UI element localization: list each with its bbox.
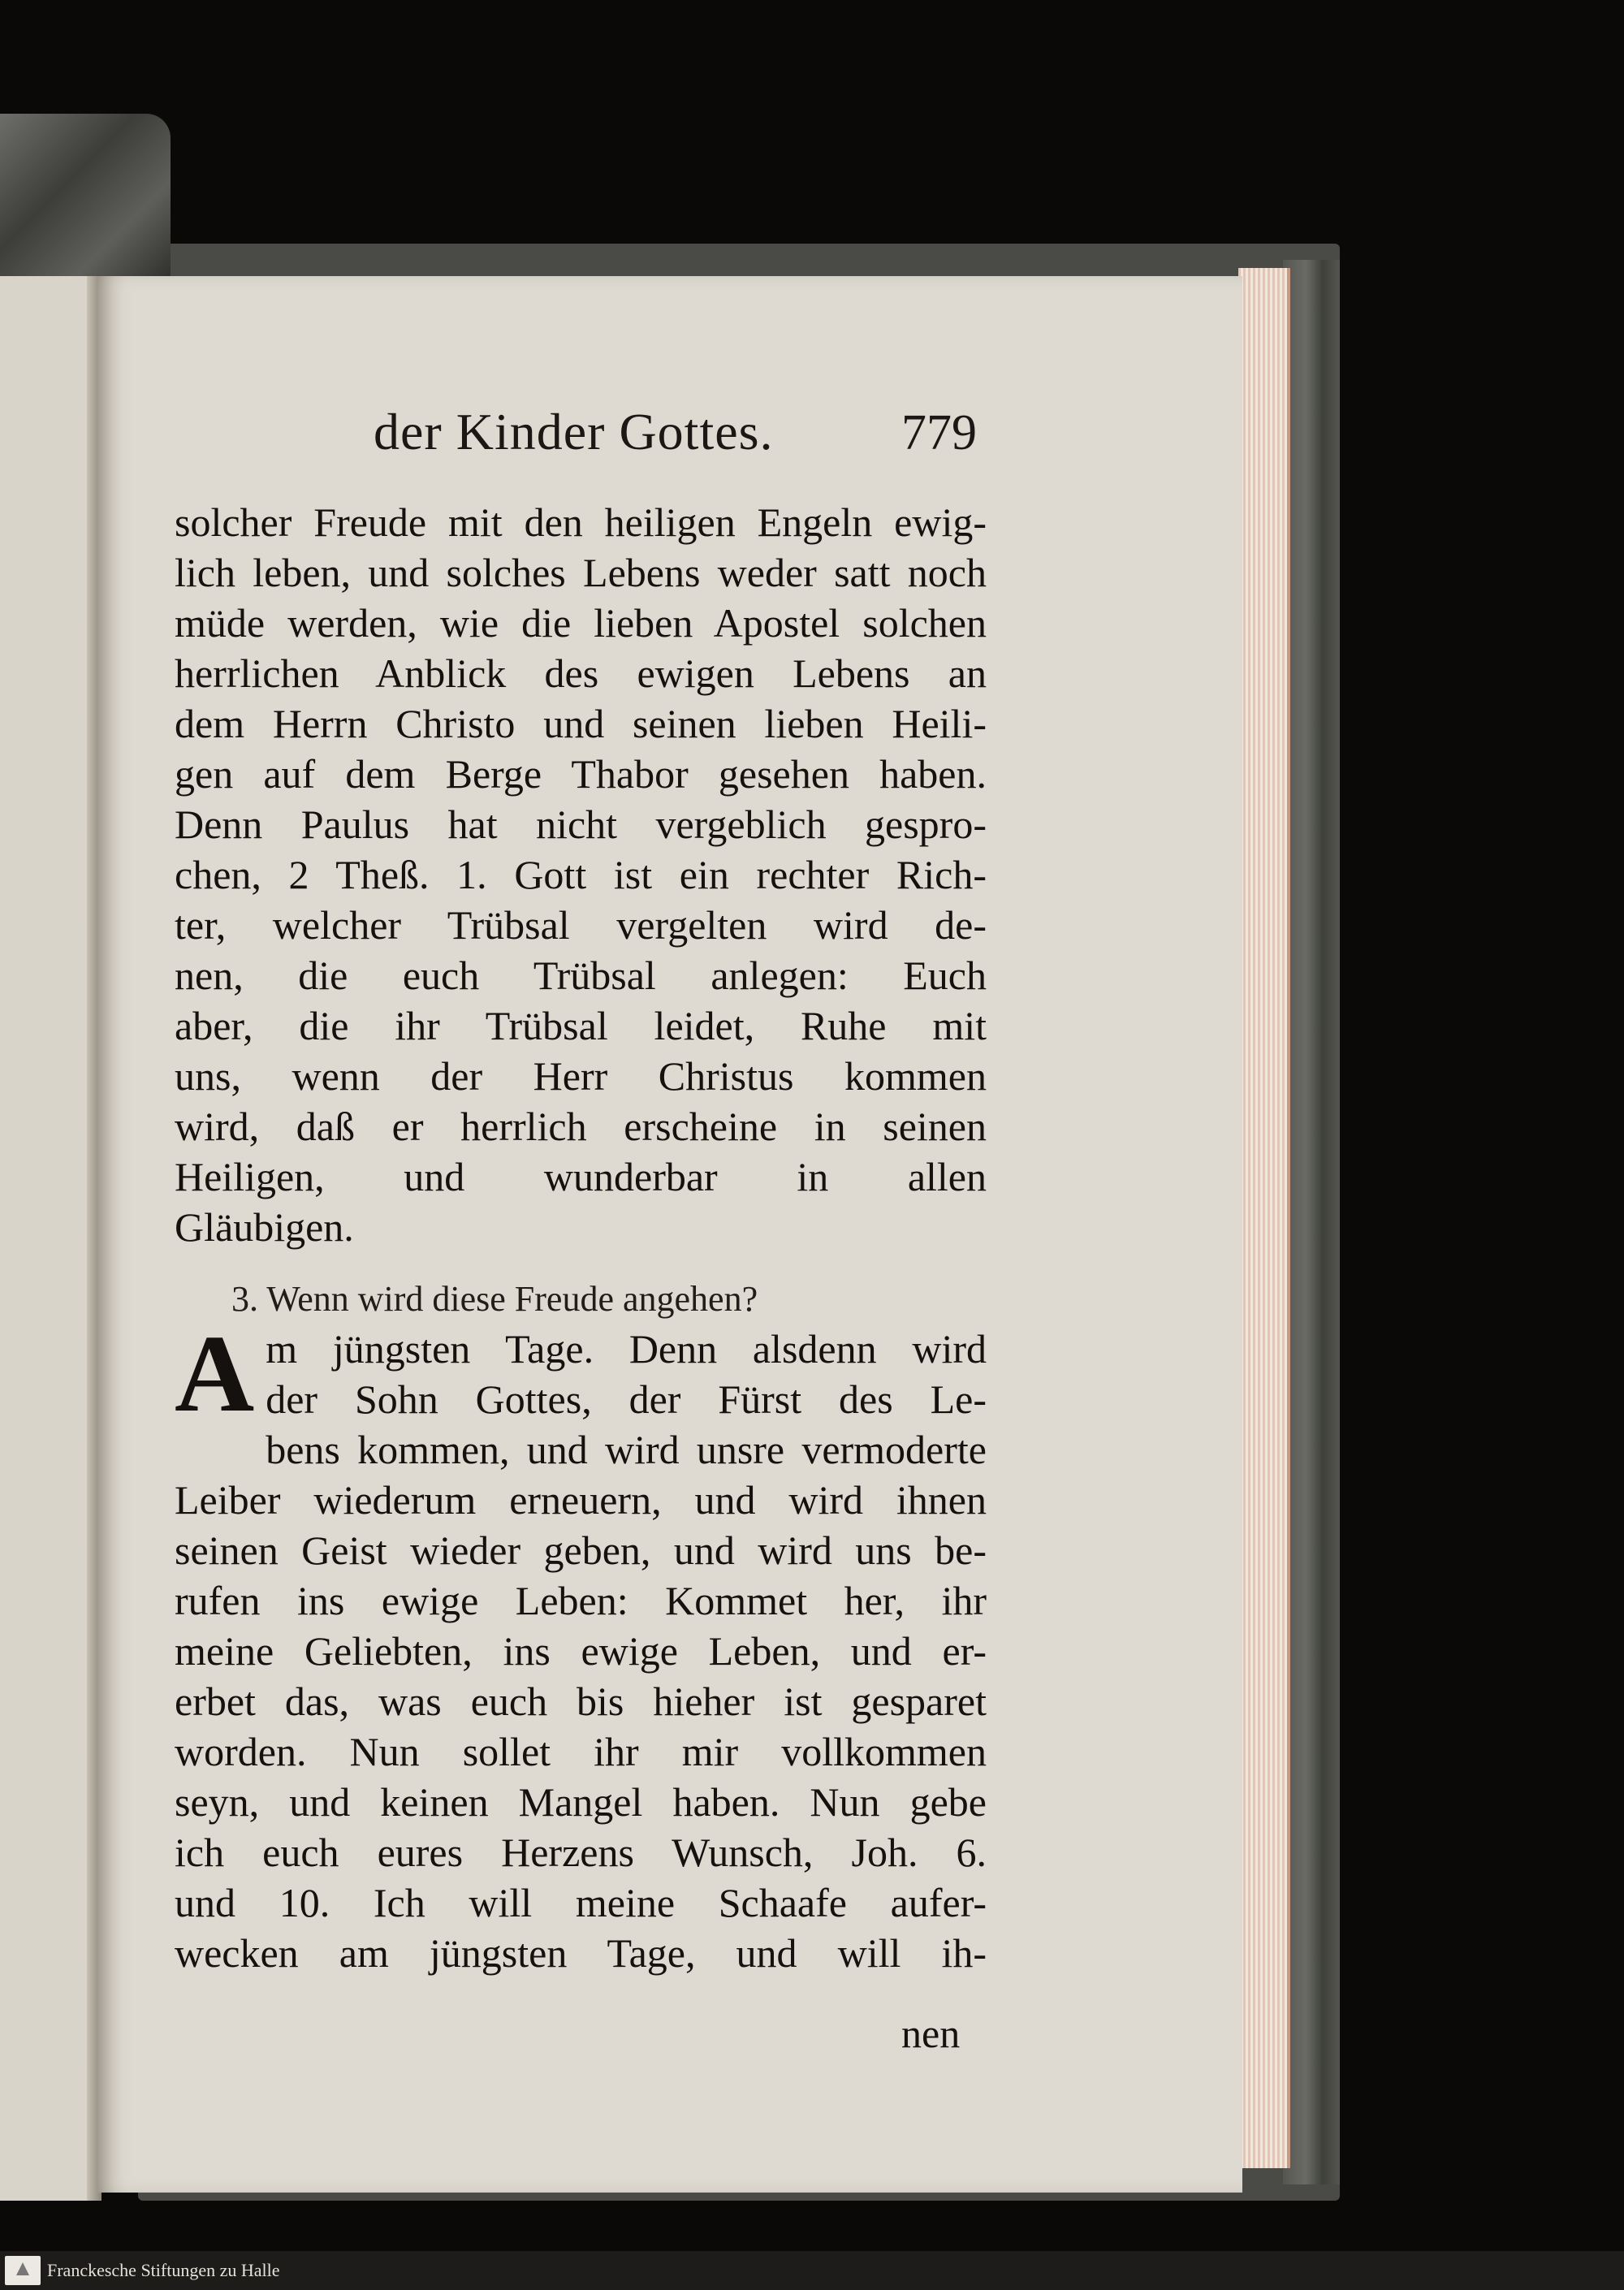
text-line: müde werden, wie die lieben Apostel solchen: [175, 600, 987, 646]
text-line: Heiligen, und wunderbar in allen: [175, 1154, 987, 1199]
text-line: seyn, und keinen Mangel haben. Nun gebe: [175, 1779, 987, 1825]
text-line: lich leben, und solches Lebens weder satt noch: [175, 550, 987, 595]
page-number: 779: [901, 405, 977, 460]
left-page-edge: [0, 276, 102, 2201]
text-line: ich euch eures Herzens Wunsch, Joh. 6.: [175, 1830, 987, 1875]
footer-bar: [0, 2251, 1624, 2290]
paragraph-1: [175, 497, 987, 1252]
text-line: dem Herrn Christo und seinen lieben Heili-: [175, 701, 987, 746]
text-line: nen, die euch Trübsal anlegen: Euch: [175, 953, 987, 998]
text-line: erbet das, was euch bis hieher ist gesparet: [175, 1679, 987, 1724]
running-head: der Kinder Gottes.: [374, 403, 774, 460]
question-heading: 3. Wenn wird diese Freude angehen?: [231, 1279, 758, 1319]
text-line: worden. Nun sollet ihr mir vollkommen: [175, 1729, 987, 1774]
text-line: Denn Paulus hat nicht vergeblich gespro-: [175, 802, 987, 847]
text-line: gen auf dem Berge Thabor gesehen haben.: [175, 751, 987, 797]
page-edges: [1238, 268, 1290, 2168]
cover-corner: [0, 114, 171, 284]
text-line: Gläubigen.: [175, 1204, 354, 1250]
institution-logo-icon: [5, 2256, 41, 2285]
text-line: und 10. Ich will meine Schaafe aufer-: [175, 1880, 987, 1925]
text-line: ter, welcher Trübsal vergelten wird de-: [175, 902, 987, 948]
text-line: rufen ins ewige Leben: Kommet her, ihr: [175, 1578, 987, 1623]
text-line: seinen Geist wieder geben, und wird uns be-: [175, 1527, 987, 1573]
footer-institution: Franckesche Stiftungen zu Halle: [47, 2260, 280, 2280]
text-line: aber, die ihr Trübsal leidet, Ruhe mit: [175, 1003, 987, 1048]
text-line: bens kommen, und wird unsre vermoderte: [266, 1427, 987, 1472]
text-line: wecken am jüngsten Tage, und will ih-: [175, 1930, 987, 1976]
text-line: der Sohn Gottes, der Fürst des Le-: [266, 1376, 987, 1422]
text-line: solcher Freude mit den heiligen Engeln ewig-: [175, 499, 987, 545]
text-line: m jüngsten Tage. Denn alsdenn wird: [266, 1326, 987, 1372]
drop-cap: A: [175, 1313, 255, 1435]
text-line: meine Geliebten, ins ewige Leben, und er-: [175, 1628, 987, 1674]
paragraph-2: [175, 1313, 987, 1978]
text-line: uns, wenn der Herr Christus kommen: [175, 1053, 987, 1099]
cover-edge: [1283, 260, 1340, 2184]
text-line: wird, daß er herrlich erscheine in seinen: [175, 1104, 987, 1149]
text-line: chen, 2 Theß. 1. Gott ist ein rechter Rich-: [175, 852, 987, 897]
catchword: nen: [901, 2011, 961, 2056]
text-line: Leiber wiederum erneuern, und wird ihnen: [175, 1477, 987, 1523]
text-line: herrlichen Anblick des ewigen Lebens an: [175, 650, 987, 696]
